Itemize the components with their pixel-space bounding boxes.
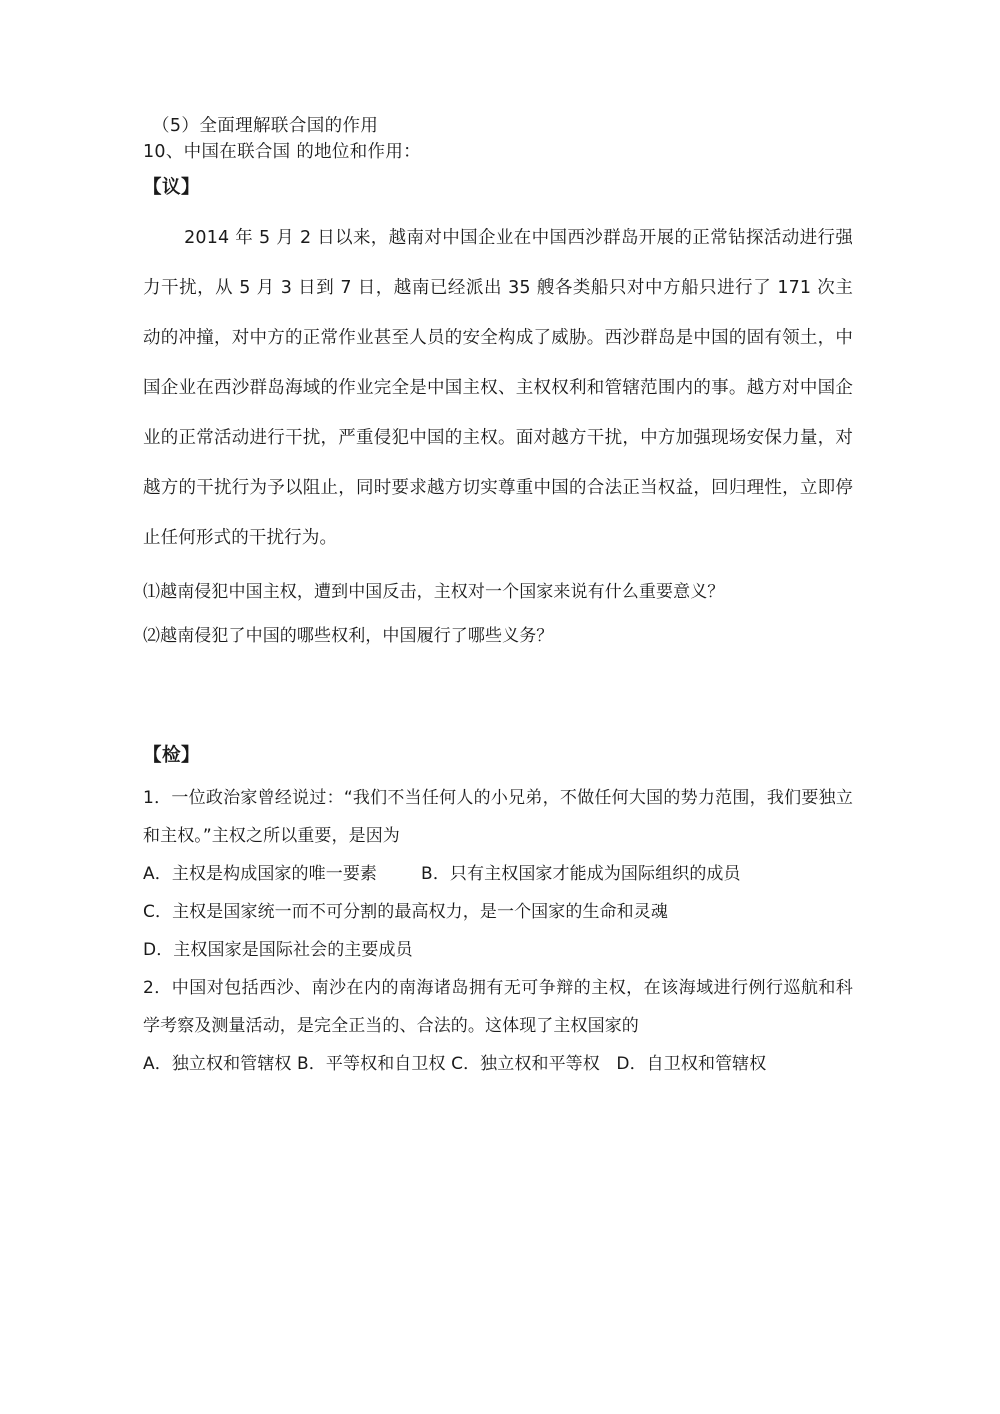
- discussion-question-1: ⑴越南侵犯中国主权，遭到中国反击，主权对一个国家来说有什么重要意义？: [143, 582, 725, 602]
- section-heading-exam: 【检】: [143, 745, 201, 766]
- outline-item-10: 10、中国在联合国 的地位和作用：: [143, 141, 421, 162]
- exam-question-2-options: A．独立权和管辖权 B．平等权和自卫权 C．独立权和平等权 D．自卫权和管辖权: [143, 1054, 767, 1074]
- exam-question-1-stem: 1．一位政治家曾经说过：“我们不当任何人的小兄弟，不做任何大国的势力范围，我们要独立和主权。”主权之所以重要，是因为: [143, 788, 853, 846]
- discussion-question-2: ⑵越南侵犯了中国的哪些权利，中国履行了哪些义务？: [143, 626, 554, 646]
- outline-item-5: （5）全面理解联合国的作用: [152, 116, 379, 136]
- section-heading-discussion: 【议】: [143, 177, 201, 198]
- text-column: [143, 118, 853, 1083]
- exam-question-2-stem: 2．中国对包括西沙、南沙在内的南海诸岛拥有无可争辩的主权，在该海域进行例行巡航和科学考察及测量活动，是完全正当的、合法的。这体现了主权国家的: [143, 978, 853, 1036]
- exam-question-1-options-ab: A．主权是构成国家的唯一要素 B．只有主权国家才能成为国际组织的成员: [143, 864, 741, 884]
- section-spacer: [143, 655, 853, 741]
- exam-question-1-option-c: C．主权是国家统一而不可分割的最高权力，是一个国家的生命和灵魂: [143, 902, 668, 922]
- case-paragraph: 2014 年 5 月 2 日以来，越南对中国企业在中国西沙群岛开展的正常钻探活动进行强力干扰，从 5 月 3 日到 7 日，越南已经派出 35 艘各类船只对中方船只进行了 171 次主动的冲撞，对中方的正常作业甚至人员的安全构成了威胁。西沙群岛是中国的固有领土，中国企业在西沙群岛海域的作业完全是中国主权、主权权利和管辖范围内的事。越方对中国企业的正常活动进行干扰，严重侵犯中国的主权。面对越方干扰，中方加强现场安保力量，对越方的干扰行为予以阻止，同时要求越方切实尊重中国的合法正当权益，回归理性，立即停止任何形式的干扰行为。: [143, 228, 853, 548]
- exam-question-1-option-d: D．主权国家是国际社会的主要成员: [143, 940, 413, 960]
